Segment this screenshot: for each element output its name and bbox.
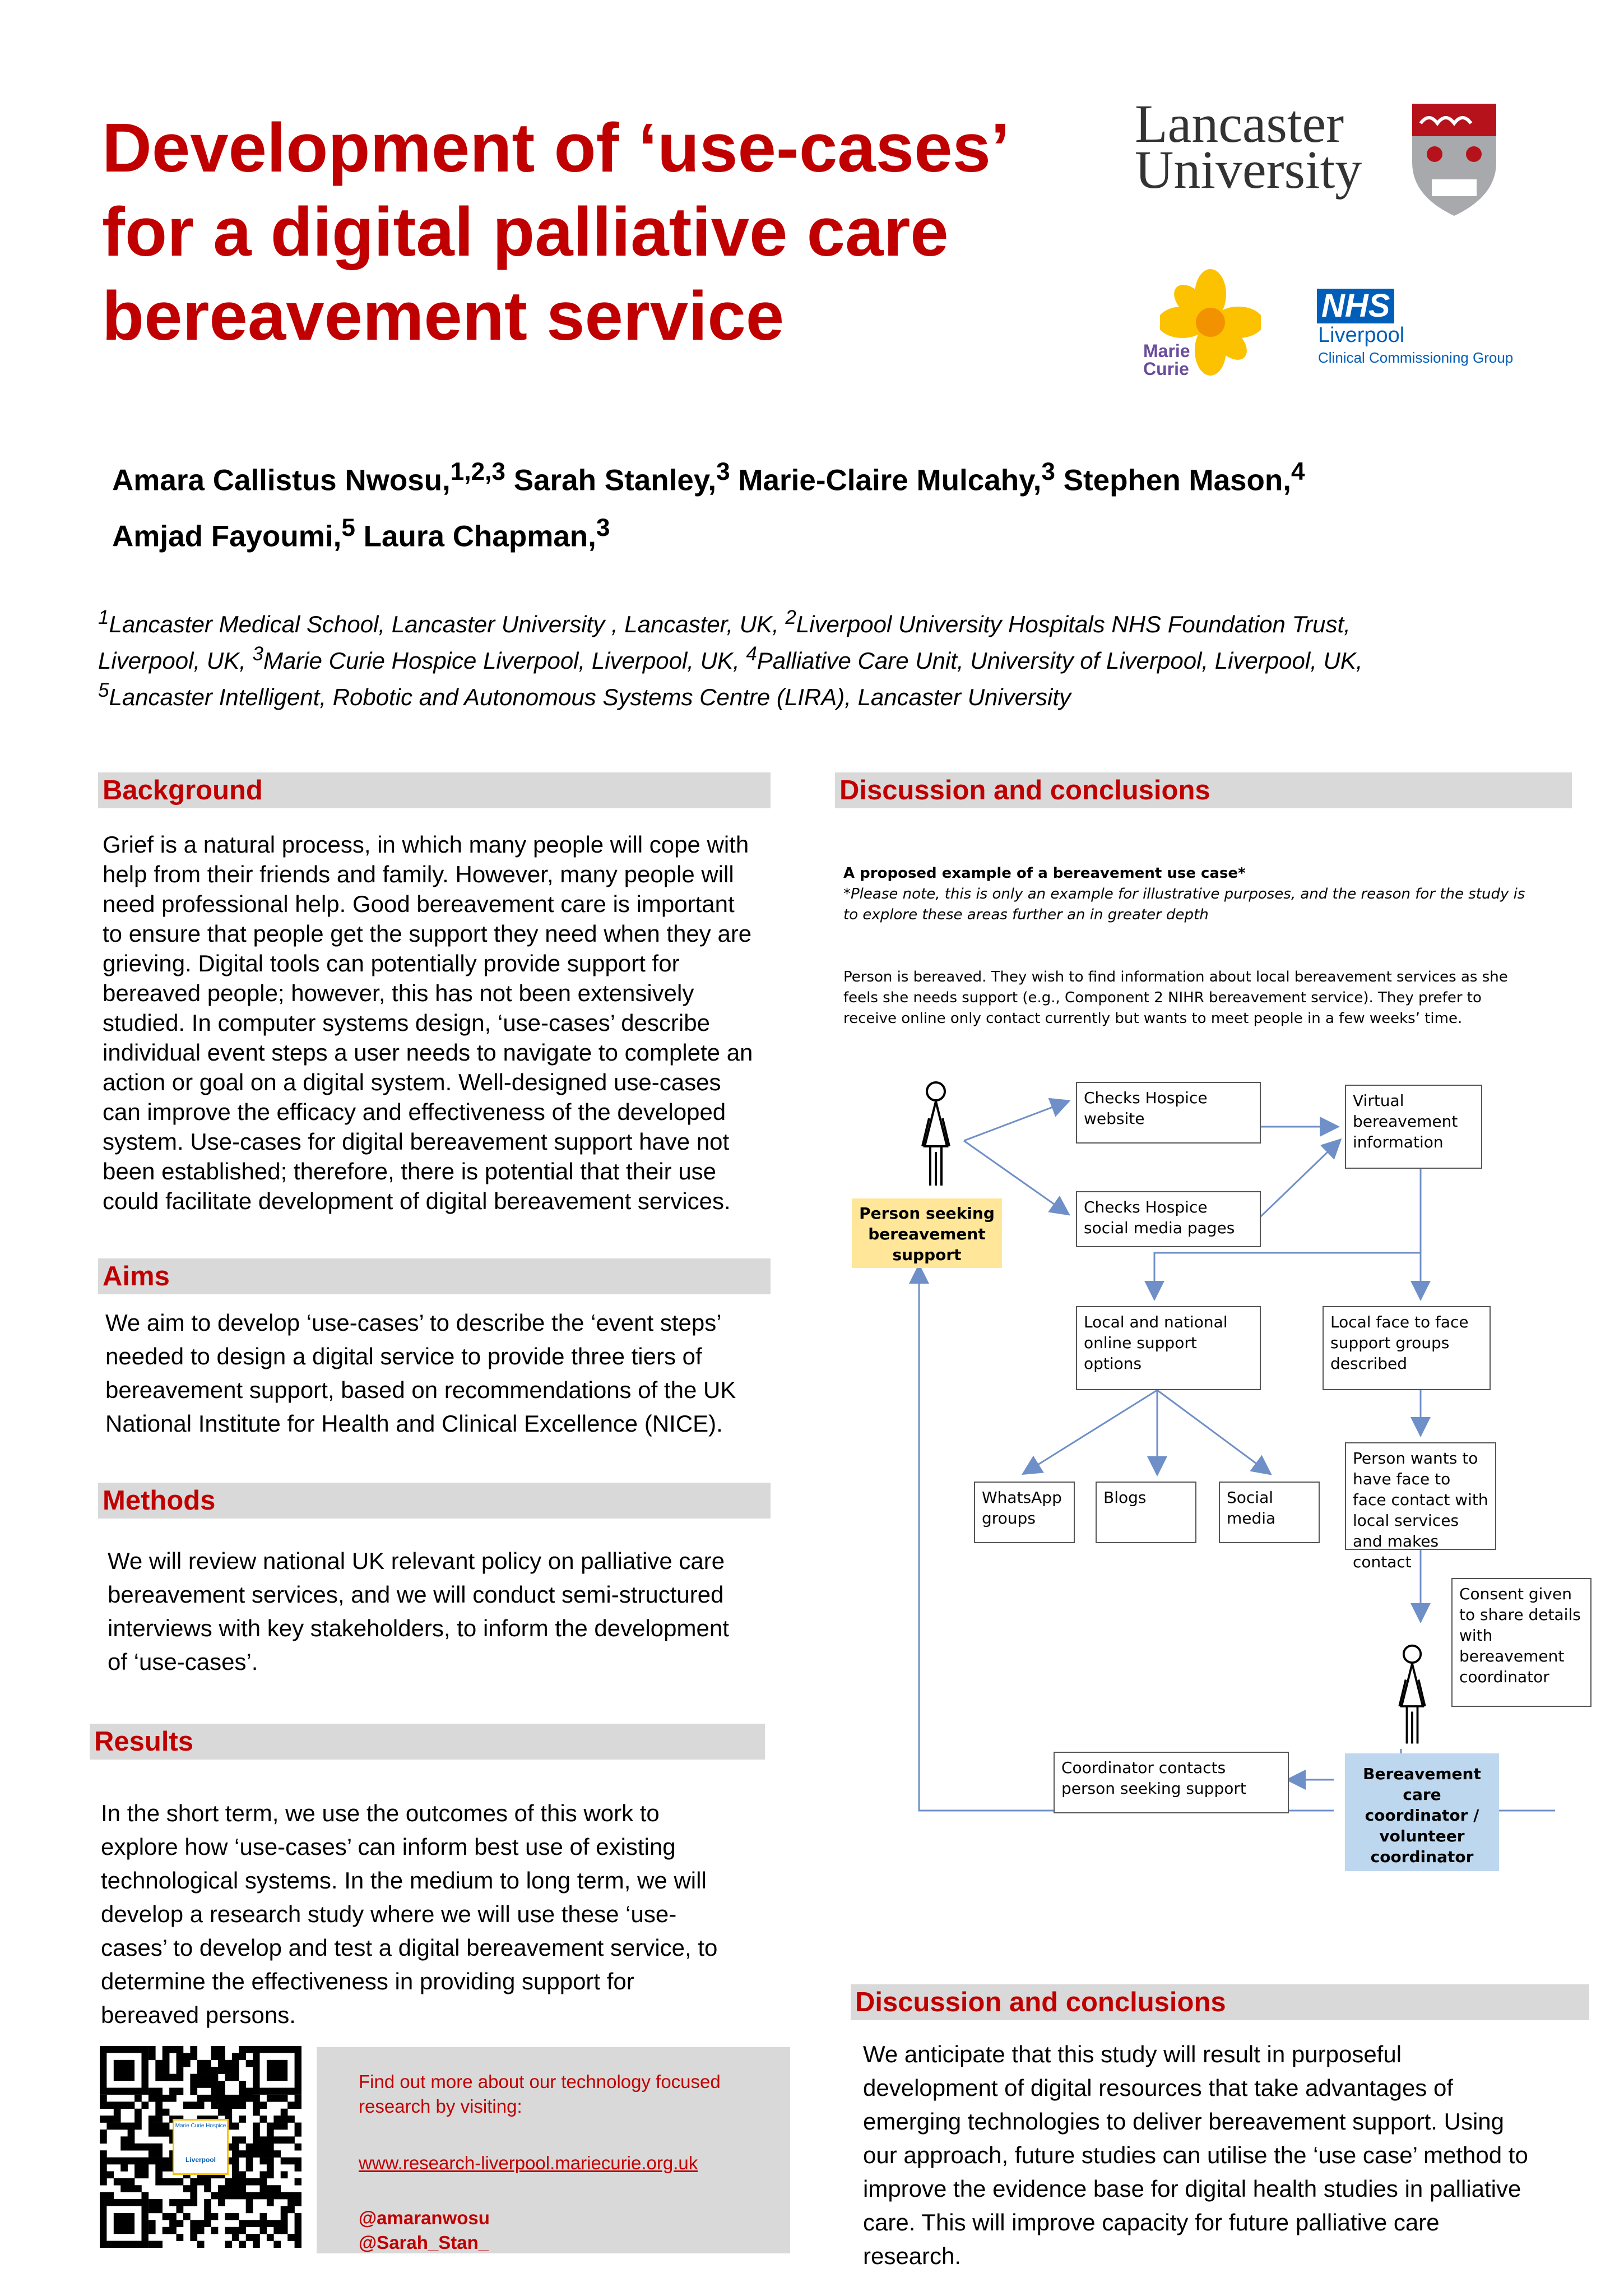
- aims-heading: Aims: [98, 1258, 771, 1294]
- author-list: Amara Callistus Nwosu,$^{1,2,3}$ Sarah Stanley,$^3$ Marie-Claire Mulcahy,$^3$ Stephen Mason,$^4$ Amjad Fayoumi,$^5$ Laura Chapman,$^3$: [112, 458, 1305, 553]
- title-line-3: bereavement service: [102, 278, 785, 355]
- results-heading: Results: [90, 1724, 765, 1760]
- social-media-box: Social media: [1219, 1482, 1320, 1543]
- coordinator-contacts-box: Coordinator contacts person seeking support: [1054, 1752, 1289, 1813]
- qr-code[interactable]: [100, 2046, 301, 2248]
- methods-heading: Methods: [98, 1483, 771, 1519]
- nhs-liverpool-logo: [1317, 289, 1541, 373]
- lancaster-crest-icon: [1409, 101, 1499, 219]
- nhs-badge: NHS: [1317, 289, 1394, 323]
- local-national-online-box: Local and national online support options: [1076, 1306, 1261, 1390]
- qr-center-logo: Marie Curie Hospice Liverpool: [173, 2119, 229, 2175]
- checks-hospice-social-box: Checks Hospice social media pages: [1076, 1191, 1261, 1247]
- bereavement-coordinator-box: Bereavement care coordinator / volunteer coordinator: [1345, 1753, 1499, 1871]
- marie-curie-text-1: Marie: [1143, 341, 1190, 361]
- nhs-ccg-text: Clinical Commissioning Group: [1318, 349, 1514, 366]
- use-case-title: A proposed example of a bereavement use case*: [843, 865, 1246, 882]
- person-seeking-support-box: Person seeking bereavement support: [852, 1198, 1002, 1268]
- title-line-2: for a digital palliative care: [102, 194, 949, 271]
- poster-title: [102, 107, 1055, 359]
- whatsapp-groups-box: WhatsApp groups: [974, 1482, 1075, 1543]
- blogs-box: Blogs: [1096, 1482, 1196, 1543]
- person-seeking-icon: [913, 1079, 958, 1191]
- marie-curie-logo: [1143, 269, 1266, 381]
- marie-curie-text-2: Curie: [1143, 359, 1189, 379]
- checks-hospice-website-box: Checks Hospice website: [1076, 1082, 1261, 1144]
- contact-links-box: [317, 2047, 790, 2253]
- title-line-1: Development of ‘use-cases’: [102, 110, 1010, 187]
- discussion-body: We anticipate that this study will result in purposeful development of digital resources that take advantages of emerging technologies to deliver bereavement support. Using our approach, future studies can utilise the ‘use case’ method to improve the evidence base for digital health studies in palliative care. This will improve capacity for future palliative care research.: [863, 2041, 1528, 2269]
- results-body: In the short term, we use the outcomes of this work to explore how ‘use-cases’ can inform best use of existing technological systems. In the medium to long term, we will develop a research study where we will use these ‘use- cases’ to develop and test a digital bereavement service, to determine the effectiveness in providing support for bereaved persons.: [101, 1800, 718, 2028]
- twitter-handle-2[interactable]: @Sarah_Stan_: [359, 2232, 489, 2253]
- use-case-description: A proposed example of a bereavement use case* *Please note, this is only an example for illustrative purposes, and the reason for the study is to explore these areas further an in greater depth Person is bereaved. They wish to find information about local bereavement services as she feels she needs support (e.g., Component 2 NIHR bereavement service). They prefer to receive online only contact currently but wants to meet people in a few weeks’ time.: [843, 863, 1555, 1029]
- discussion-heading-bottom: Discussion and conclusions: [851, 1984, 1589, 2020]
- virtual-bereavement-info-box: Virtual bereavement information: [1345, 1085, 1482, 1169]
- affiliations: $^1$Lancaster Medical School, Lancaster University , Lancaster, UK, $^2$Liverpool University Hospitals NHS Foundation Trust, Liverpool, UK, $^3$Marie Curie Hospice Liverpool, Liverpool, UK, $^4$Palliative Care Unit, University of Liverpool, Liverpool, UK, $^5$Lancaster Intelligent, Robotic and Autonomous Systems Centre (LIRA), Lancaster University: [98, 607, 1363, 710]
- find-out-text-2: research by visiting:: [359, 2096, 522, 2117]
- background-body: Grief is a natural process, in which many people will cope with help from their friends and family. However, many people will need professional help. Good bereavement care is important to ensure that people get the support they need when they are grieving. Digital tools can potentially provide support for bereaved people; however, this has not been extensively studied. In computer systems design, ‘use-cases’ describe individual event steps a user needs to navigate to complete an action or goal on a digital system. Well-designed use-cases can improve the efficacy and effectiveness of the developed system. Use-cases for digital bereavement support have not been established; therefore, there is potential that their use could facilitate development of digital bereavement services.: [103, 831, 753, 1214]
- aims-body: We aim to develop ‘use-cases’ to describe the ‘event steps’ needed to design a digital service to provide three tiers of bereavement support, based on recommendations of the UK National Institute for Health and Clinical Excellence (NICE).: [105, 1309, 736, 1437]
- background-heading: Background: [98, 772, 771, 808]
- lancaster-wordmark: Lancaster University: [1135, 94, 1362, 200]
- find-out-text-1: Find out more about our technology focused: [359, 2071, 721, 2092]
- coordinator-person-icon: [1390, 1642, 1435, 1749]
- use-case-flowchart: [841, 1065, 1603, 1895]
- local-face-to-face-box: Local face to face support groups described: [1323, 1306, 1491, 1390]
- discussion-heading-top: Discussion and conclusions: [835, 772, 1572, 808]
- nhs-liverpool-text: Liverpool: [1318, 323, 1405, 347]
- wants-face-to-face-box: Person wants to have face to face contact with local services and makes contact: [1345, 1442, 1496, 1550]
- lancaster-university-logo: [1135, 94, 1499, 224]
- consent-given-box: Consent given to share details with bereavement coordinator: [1451, 1578, 1591, 1707]
- twitter-handle-1[interactable]: @amaranwosu: [359, 2207, 490, 2228]
- methods-body: We will review national UK relevant policy on palliative care bereavement services, and we will conduct semi-structured interviews with key stakeholders, to inform the development of ‘use-cases’.: [108, 1548, 729, 1675]
- website-link[interactable]: www.research-liverpool.mariecurie.org.uk: [359, 2152, 698, 2173]
